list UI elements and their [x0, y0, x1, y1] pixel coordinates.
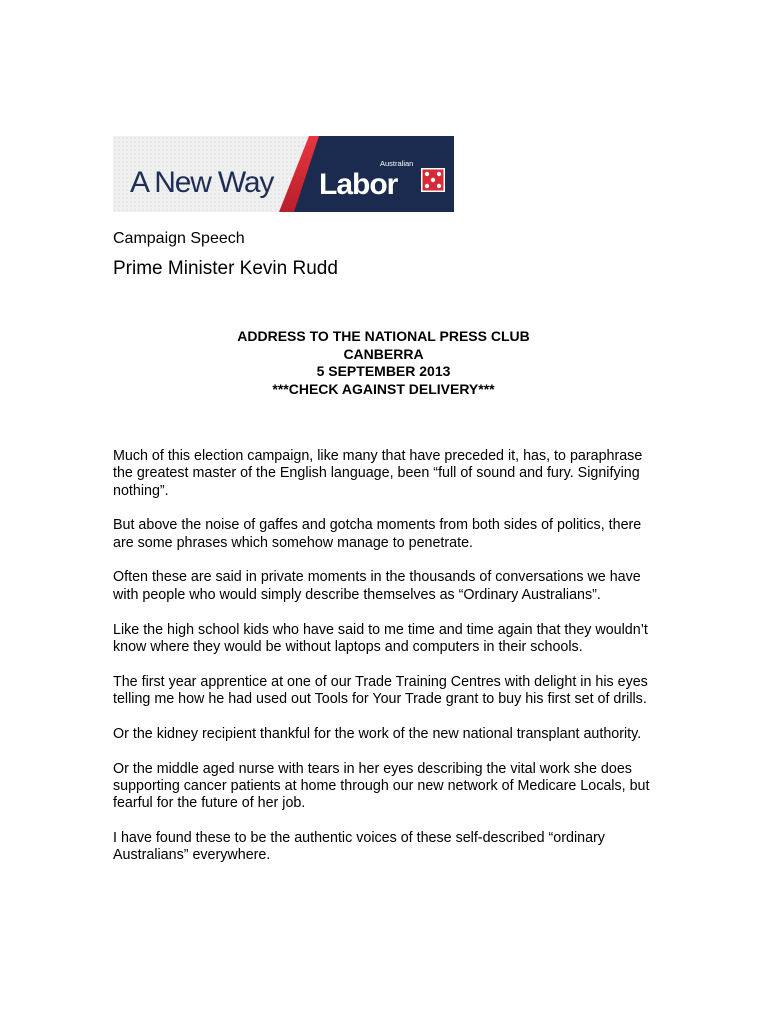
heading-city: CANBERRA	[343, 345, 424, 362]
paragraph: Like the high school kids who have said to me time and time again that they wouldn’t know where they would be without laptops and computers in their schools.	[113, 621, 648, 655]
document-type: Campaign Speech	[113, 230, 245, 247]
heading-date: 5 SEPTEMBER 2013	[316, 363, 451, 379]
paragraph: The first year apprentice at one of our Trade Training Centres with delight in his eyes telling me how he had used out Tools for Your Trade grant to buy his first set of drills.	[113, 673, 648, 707]
banner-party-name: Labor	[319, 168, 398, 201]
banner-party-prefix: Australian	[380, 159, 414, 168]
southern-cross-icon	[421, 168, 445, 192]
heading-delivery-note: ***CHECK AGAINST DELIVERY***	[272, 380, 495, 397]
paragraph: Much of this election campaign, like many that have preceded it, has, to paraphrase the greatest master of the English language, been “full of sound and fury. Signifying nothing”.	[113, 448, 643, 499]
paragraph: But above the noise of gaffes and gotcha moments from both sides of politics, there are some phrases which somehow manage to penetrate.	[113, 517, 642, 551]
labor-logo-banner	[113, 136, 454, 212]
campaign-banner	[113, 136, 454, 212]
paragraph: Or the kidney recipient thankful for the work of the new national transplant authority.	[113, 725, 642, 742]
banner-tagline: A New Way	[130, 166, 274, 199]
speech-body	[113, 448, 658, 882]
paragraph: Or the middle aged nurse with tears in her eyes describing the vital work she does supporting cancer patients at home through our new network of Medicare Locals, but fearful for the future of her job.	[113, 760, 650, 812]
speaker-name: Prime Minister Kevin Rudd	[113, 258, 338, 279]
paragraph: Often these are said in private moments in the thousands of conversations we have with people who would simply describe themselves as “Ordinary Australians”.	[113, 569, 641, 603]
paragraph: I have found these to be the authentic voices of these self-described “ordinary Australians” everywhere.	[113, 829, 605, 864]
speech-heading	[113, 328, 654, 398]
heading-venue: ADDRESS TO THE NATIONAL PRESS CLUB	[237, 328, 530, 344]
